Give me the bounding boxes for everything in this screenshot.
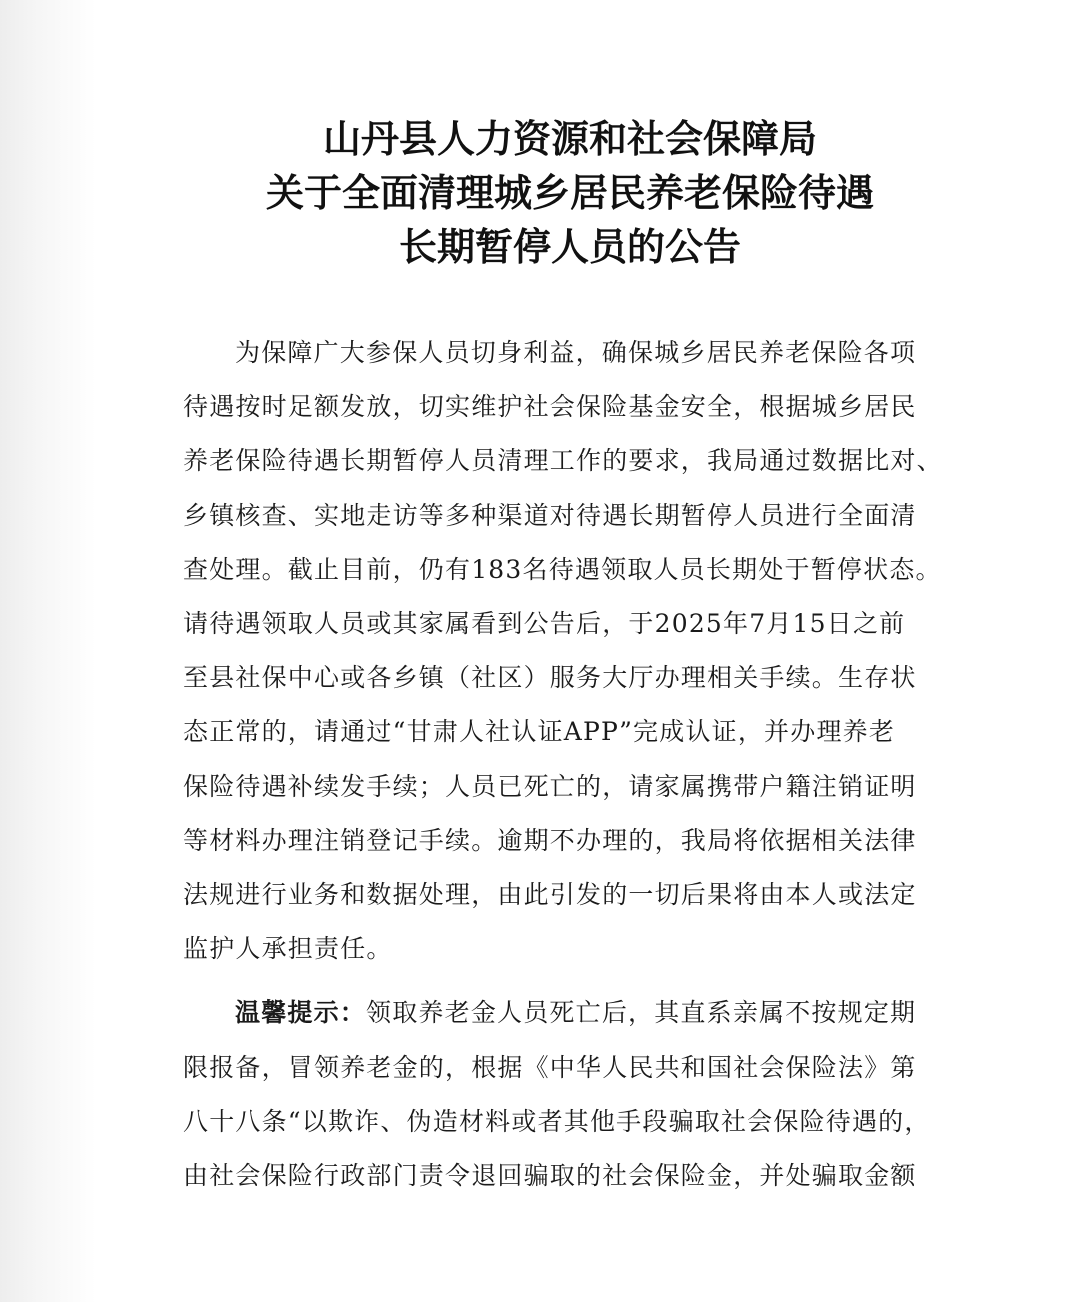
notice-title xyxy=(180,112,960,274)
paragraph-main xyxy=(183,326,968,976)
paragraph-line xyxy=(183,986,968,1040)
paragraph-line: 法规进行业务和数据处理，由此引发的一切后果将由本人或法定 xyxy=(183,880,917,910)
paragraph-tip xyxy=(183,986,968,1203)
paragraph-line: 态正常的，请通过“甘肃人社认证APP”完成认证，并办理养老 xyxy=(183,717,896,747)
paragraph-line: 监护人承担责任。 xyxy=(183,934,393,964)
title-line-3: 长期暂停人员的公告 xyxy=(398,224,741,269)
paragraph-line: 限报备，冒领养老金的，根据《中华人民共和国社会保险法》第 xyxy=(183,1052,917,1082)
paragraph-line: 等材料办理注销登记手续。逾期不办理的，我局将依据相关法律 xyxy=(183,825,917,855)
page-edge-shadow xyxy=(0,0,96,1302)
paragraph-line: 由社会保险行政部门责令退回骗取的社会保险金，并处骗取金额 xyxy=(183,1161,917,1191)
paragraph-line: 查处理。截止目前，仍有183名待遇领取人员长期处于暂停状态。 xyxy=(183,554,942,584)
paragraph-line: 养老保险待遇长期暂停人员清理工作的要求，我局通过数据比对、 xyxy=(183,446,943,476)
title-line-2: 关于全面清理城乡居民养老保险待遇 xyxy=(265,170,874,215)
paragraph-line: 待遇按时足额发放，切实维护社会保险基金安全，根据城乡居民 xyxy=(183,392,917,422)
paragraph-line: 请待遇领取人员或其家属看到公告后，于2025年7月15日之前 xyxy=(183,609,906,639)
paragraph-line: 八十八条“以欺诈、伪造材料或者其他手段骗取社会保险待遇的， xyxy=(183,1106,931,1136)
notice-body xyxy=(183,326,968,1203)
paragraph-line: 保险待遇补续发手续；人员已死亡的，请家属携带户籍注销证明 xyxy=(183,771,917,801)
tip-first-line-text: 领取养老金人员死亡后，其直系亲属不按规定期 xyxy=(366,998,917,1028)
tip-label: 温馨提示： xyxy=(235,998,367,1028)
paragraph-line: 至县社保中心或各乡镇（社区）服务大厅办理相关手续。生存状 xyxy=(183,663,917,693)
paragraph-line: 乡镇核查、实地走访等多种渠道对待遇长期暂停人员进行全面清 xyxy=(183,500,917,530)
title-line-1: 山丹县人力资源和社会保障局 xyxy=(322,116,817,161)
paragraph-line: 为保障广大参保人员切身利益，确保城乡居民养老保险各项 xyxy=(235,338,917,367)
